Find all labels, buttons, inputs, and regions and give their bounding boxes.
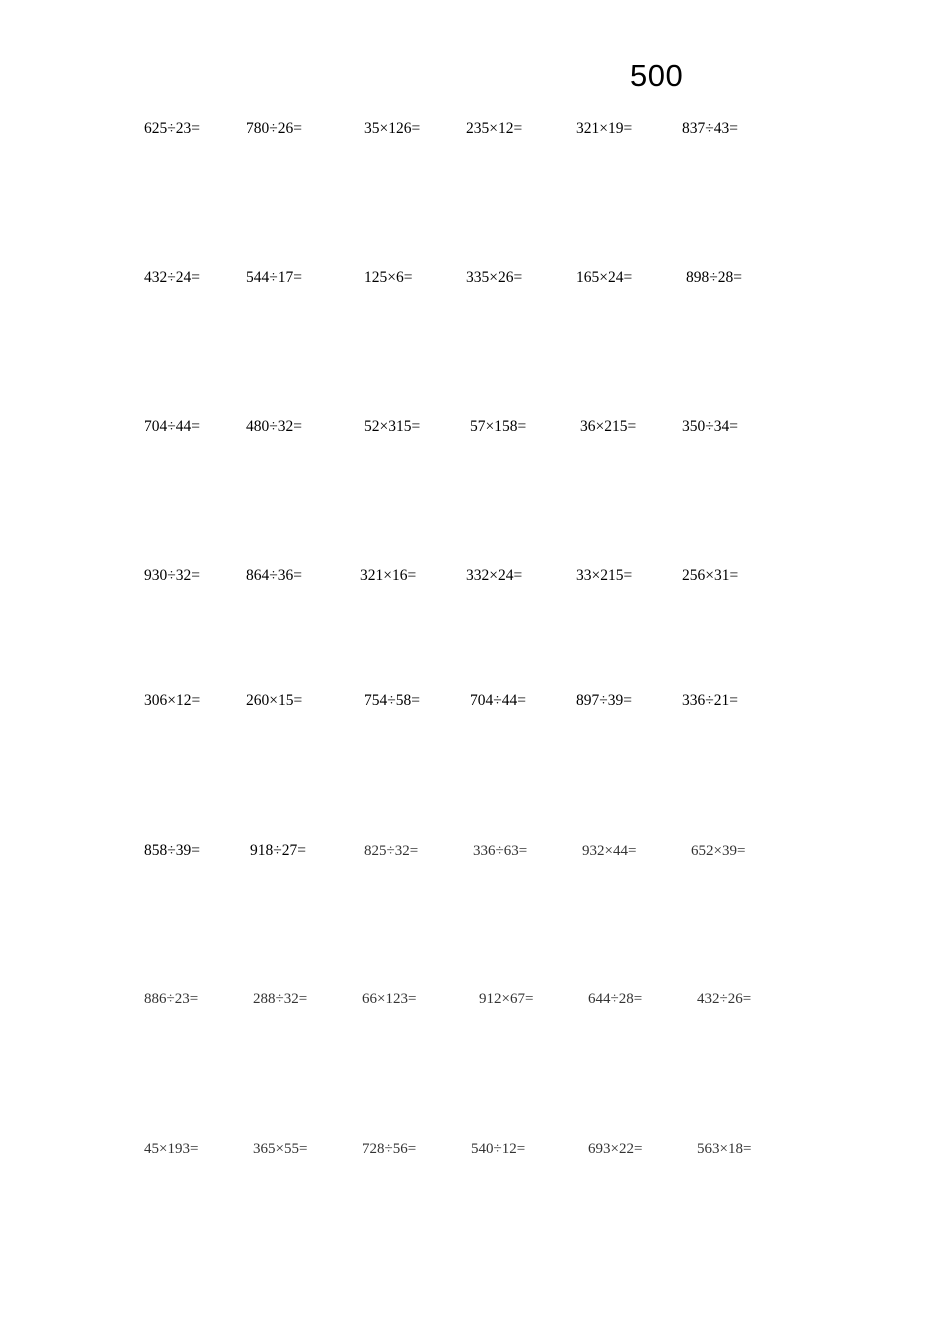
problem: 256×31= xyxy=(682,567,739,584)
problem: 897÷39= xyxy=(576,692,632,709)
problem: 33×215= xyxy=(576,567,633,584)
problem: 336÷63= xyxy=(473,843,528,859)
problem: 693×22= xyxy=(588,1141,643,1157)
problem: 335×26= xyxy=(466,269,523,286)
problem: 728÷56= xyxy=(362,1141,417,1157)
problem: 754÷58= xyxy=(364,692,420,709)
problem: 864÷36= xyxy=(246,567,302,584)
problem-row xyxy=(0,691,950,715)
problem: 644÷28= xyxy=(588,991,643,1007)
problem: 930÷32= xyxy=(144,567,200,584)
problem-row xyxy=(0,119,950,143)
problem: 66×123= xyxy=(362,991,417,1007)
problem-row xyxy=(0,268,950,292)
problem: 321×16= xyxy=(360,567,417,584)
problem: 918÷27= xyxy=(250,842,306,859)
problem: 825÷32= xyxy=(364,843,419,859)
problem: 165×24= xyxy=(576,269,633,286)
problem: 544÷17= xyxy=(246,269,302,286)
problem: 432÷26= xyxy=(697,991,752,1007)
problem: 704÷44= xyxy=(144,418,200,435)
problem-row xyxy=(0,989,950,1013)
problem: 35×126= xyxy=(364,120,421,137)
problem-row xyxy=(0,566,950,590)
problem: 36×215= xyxy=(580,418,637,435)
problem: 235×12= xyxy=(466,120,523,137)
problem: 306×12= xyxy=(144,692,201,709)
problem: 652×39= xyxy=(691,843,746,859)
problem: 837÷43= xyxy=(682,120,738,137)
problem: 932×44= xyxy=(582,843,637,859)
problem: 260×15= xyxy=(246,692,303,709)
problem-row xyxy=(0,841,950,865)
problem-row xyxy=(0,417,950,441)
problem: 125×6= xyxy=(364,269,413,286)
problem: 912×67= xyxy=(479,991,534,1007)
page-number: 500 xyxy=(630,58,684,93)
problem: 350÷34= xyxy=(682,418,738,435)
problem: 563×18= xyxy=(697,1141,752,1157)
problem: 52×315= xyxy=(364,418,421,435)
problem-row xyxy=(0,1139,950,1163)
problem: 480÷32= xyxy=(246,418,302,435)
problem: 57×158= xyxy=(470,418,527,435)
problem: 886÷23= xyxy=(144,991,199,1007)
problem: 45×193= xyxy=(144,1141,199,1157)
problem: 288÷32= xyxy=(253,991,308,1007)
problem: 780÷26= xyxy=(246,120,302,137)
problem: 336÷21= xyxy=(682,692,738,709)
problem: 540÷12= xyxy=(471,1141,526,1157)
problem: 898÷28= xyxy=(686,269,742,286)
problem: 858÷39= xyxy=(144,842,200,859)
problem: 704÷44= xyxy=(470,692,526,709)
problem: 625÷23= xyxy=(144,120,200,137)
problem: 365×55= xyxy=(253,1141,308,1157)
problem: 321×19= xyxy=(576,120,633,137)
problem: 432÷24= xyxy=(144,269,200,286)
problem: 332×24= xyxy=(466,567,523,584)
